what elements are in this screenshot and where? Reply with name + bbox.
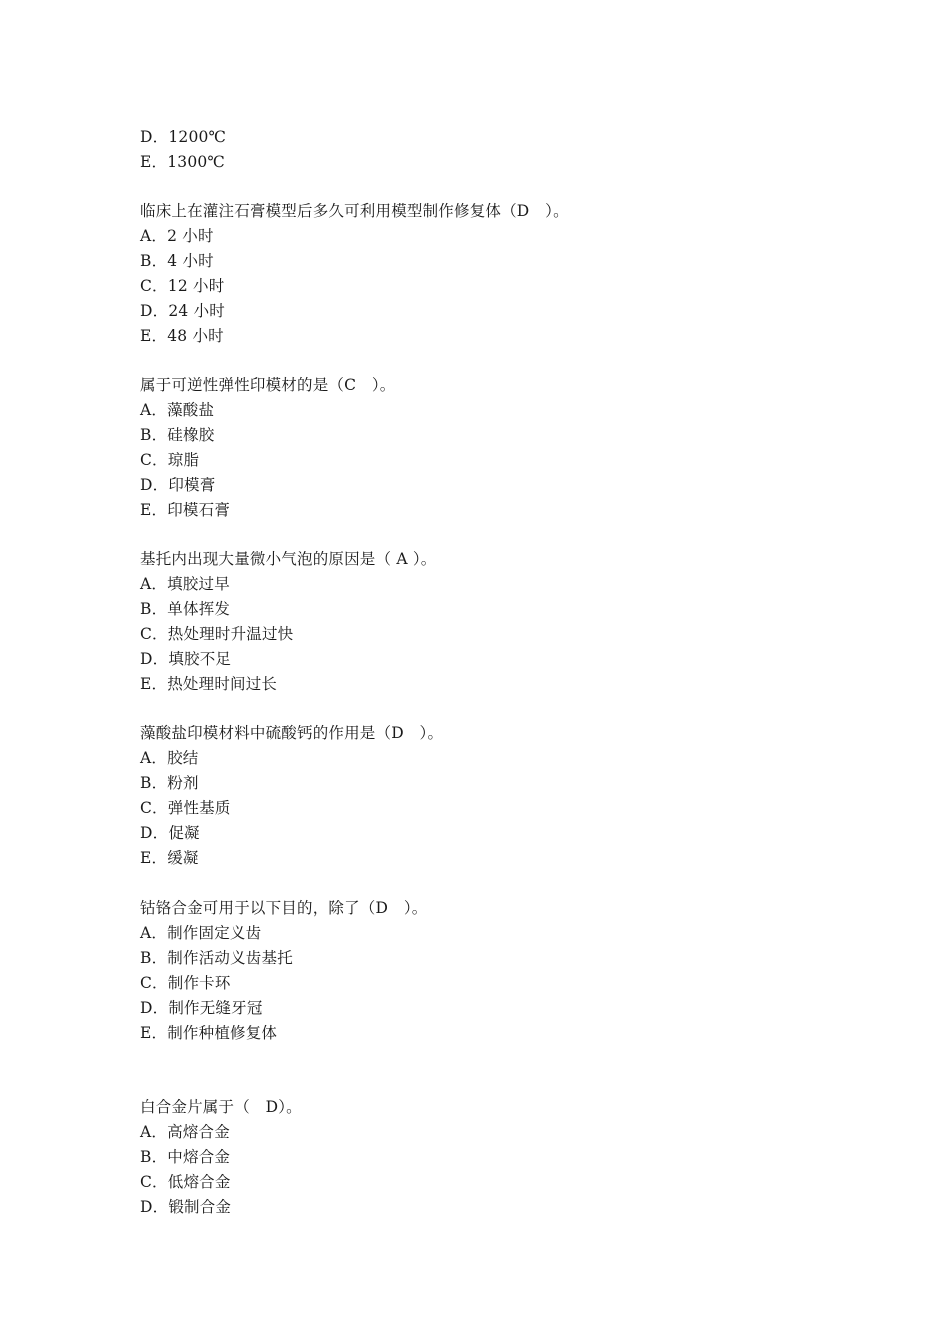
option-label: E． — [140, 153, 168, 171]
option-text: 藻酸盐 — [167, 401, 215, 419]
option-line — [140, 948, 293, 968]
option-line — [140, 400, 214, 420]
option-line — [140, 276, 224, 296]
option-label: A． — [140, 401, 168, 419]
option-line — [140, 973, 231, 993]
option-line — [140, 1122, 230, 1142]
option-text: 促凝 — [168, 824, 200, 842]
option-text: 胶结 — [167, 749, 199, 767]
option-text: 制作卡环 — [167, 974, 231, 992]
option-text: 印模膏 — [168, 476, 216, 494]
option-line — [140, 251, 214, 271]
option-label: E． — [140, 1024, 168, 1042]
option-label: D． — [140, 128, 169, 146]
option-line — [140, 624, 293, 644]
option-line — [140, 823, 200, 843]
question-stem: 白合金片属于（ D）。 — [140, 1098, 302, 1116]
option-label: C． — [140, 799, 168, 817]
option-label: A． — [140, 1123, 168, 1141]
option-text: 24 小时 — [168, 302, 225, 320]
option-text: 48 小时 — [167, 327, 224, 345]
option-line — [140, 152, 225, 172]
option-label: E． — [140, 327, 168, 345]
question-stem: 属于可逆性弹性印模材的是（C ）。 — [140, 376, 396, 394]
option-text: 中熔合金 — [167, 1148, 231, 1166]
option-text: 琼脂 — [167, 451, 200, 469]
option-text: 缓凝 — [167, 849, 199, 867]
option-line — [140, 500, 230, 520]
option-label: B． — [140, 1148, 168, 1166]
option-text: 弹性基质 — [167, 799, 231, 817]
question-stem: 基托内出现大量微小气泡的原因是（ A ）。 — [140, 550, 437, 568]
option-text: 低熔合金 — [167, 1173, 231, 1191]
option-line — [140, 649, 231, 669]
option-label: D． — [140, 302, 169, 320]
question-stem: 临床上在灌注石膏模型后多久可利用模型制作修复体（D ）。 — [140, 202, 569, 220]
option-label: E． — [140, 849, 168, 867]
option-text: 硅橡胶 — [167, 426, 215, 444]
question-stem: 钴铬合金可用于以下目的，除了（D ）。 — [140, 899, 428, 917]
option-line — [140, 1147, 230, 1167]
option-line — [140, 301, 225, 321]
option-label: A． — [140, 924, 168, 942]
option-text: 印模石膏 — [167, 501, 231, 519]
option-text: 2 小时 — [167, 227, 214, 245]
option-label: D． — [140, 476, 169, 494]
option-line — [140, 674, 277, 694]
option-text: 制作固定义齿 — [167, 924, 262, 942]
option-label: A． — [140, 749, 168, 767]
option-text: 制作种植修复体 — [167, 1024, 278, 1042]
option-label: B． — [140, 774, 168, 792]
option-label: B． — [140, 600, 168, 618]
option-line — [140, 226, 214, 246]
option-label: D． — [140, 999, 169, 1017]
option-text: 制作活动义齿基托 — [167, 949, 293, 967]
option-text: 4 小时 — [167, 252, 214, 270]
option-label: C． — [140, 451, 168, 469]
option-line — [140, 848, 199, 868]
option-text: 填胶过早 — [167, 575, 230, 593]
option-line — [140, 748, 199, 768]
option-text: 12 小时 — [167, 277, 225, 295]
option-text: 单体挥发 — [167, 600, 231, 618]
option-label: B． — [140, 949, 168, 967]
option-label: D． — [140, 650, 169, 668]
option-line — [140, 798, 231, 818]
option-label: C． — [140, 974, 168, 992]
option-text: 1300℃ — [167, 153, 226, 171]
option-label: B． — [140, 426, 168, 444]
option-label: C． — [140, 625, 168, 643]
option-label: C． — [140, 277, 168, 295]
option-line — [140, 425, 214, 445]
option-label: B． — [140, 252, 168, 270]
option-line — [140, 127, 226, 147]
option-text: 锻制合金 — [168, 1198, 232, 1216]
option-label: A． — [140, 227, 168, 245]
option-line — [140, 1197, 231, 1217]
option-label: A． — [140, 575, 168, 593]
option-line — [140, 1172, 231, 1192]
option-text: 1200℃ — [168, 128, 227, 146]
option-label: C． — [140, 1173, 168, 1191]
option-label: D． — [140, 824, 169, 842]
option-label: E． — [140, 501, 168, 519]
option-line — [140, 475, 215, 495]
option-line — [140, 450, 199, 470]
option-label: D． — [140, 1198, 169, 1216]
option-text: 粉剂 — [167, 774, 199, 792]
option-line — [140, 599, 230, 619]
option-text: 制作无缝牙冠 — [168, 999, 263, 1017]
option-text: 热处理时升温过快 — [167, 625, 294, 643]
option-line — [140, 998, 263, 1018]
option-line — [140, 326, 224, 346]
option-line — [140, 1023, 277, 1043]
option-text: 高熔合金 — [167, 1123, 230, 1141]
option-text: 热处理时间过长 — [167, 675, 278, 693]
question-stem: 藻酸盐印模材料中硫酸钙的作用是（D ）。 — [140, 724, 444, 742]
option-label: E． — [140, 675, 168, 693]
option-line — [140, 923, 261, 943]
option-text: 填胶不足 — [168, 650, 232, 668]
option-line — [140, 773, 199, 793]
option-line — [140, 574, 230, 594]
